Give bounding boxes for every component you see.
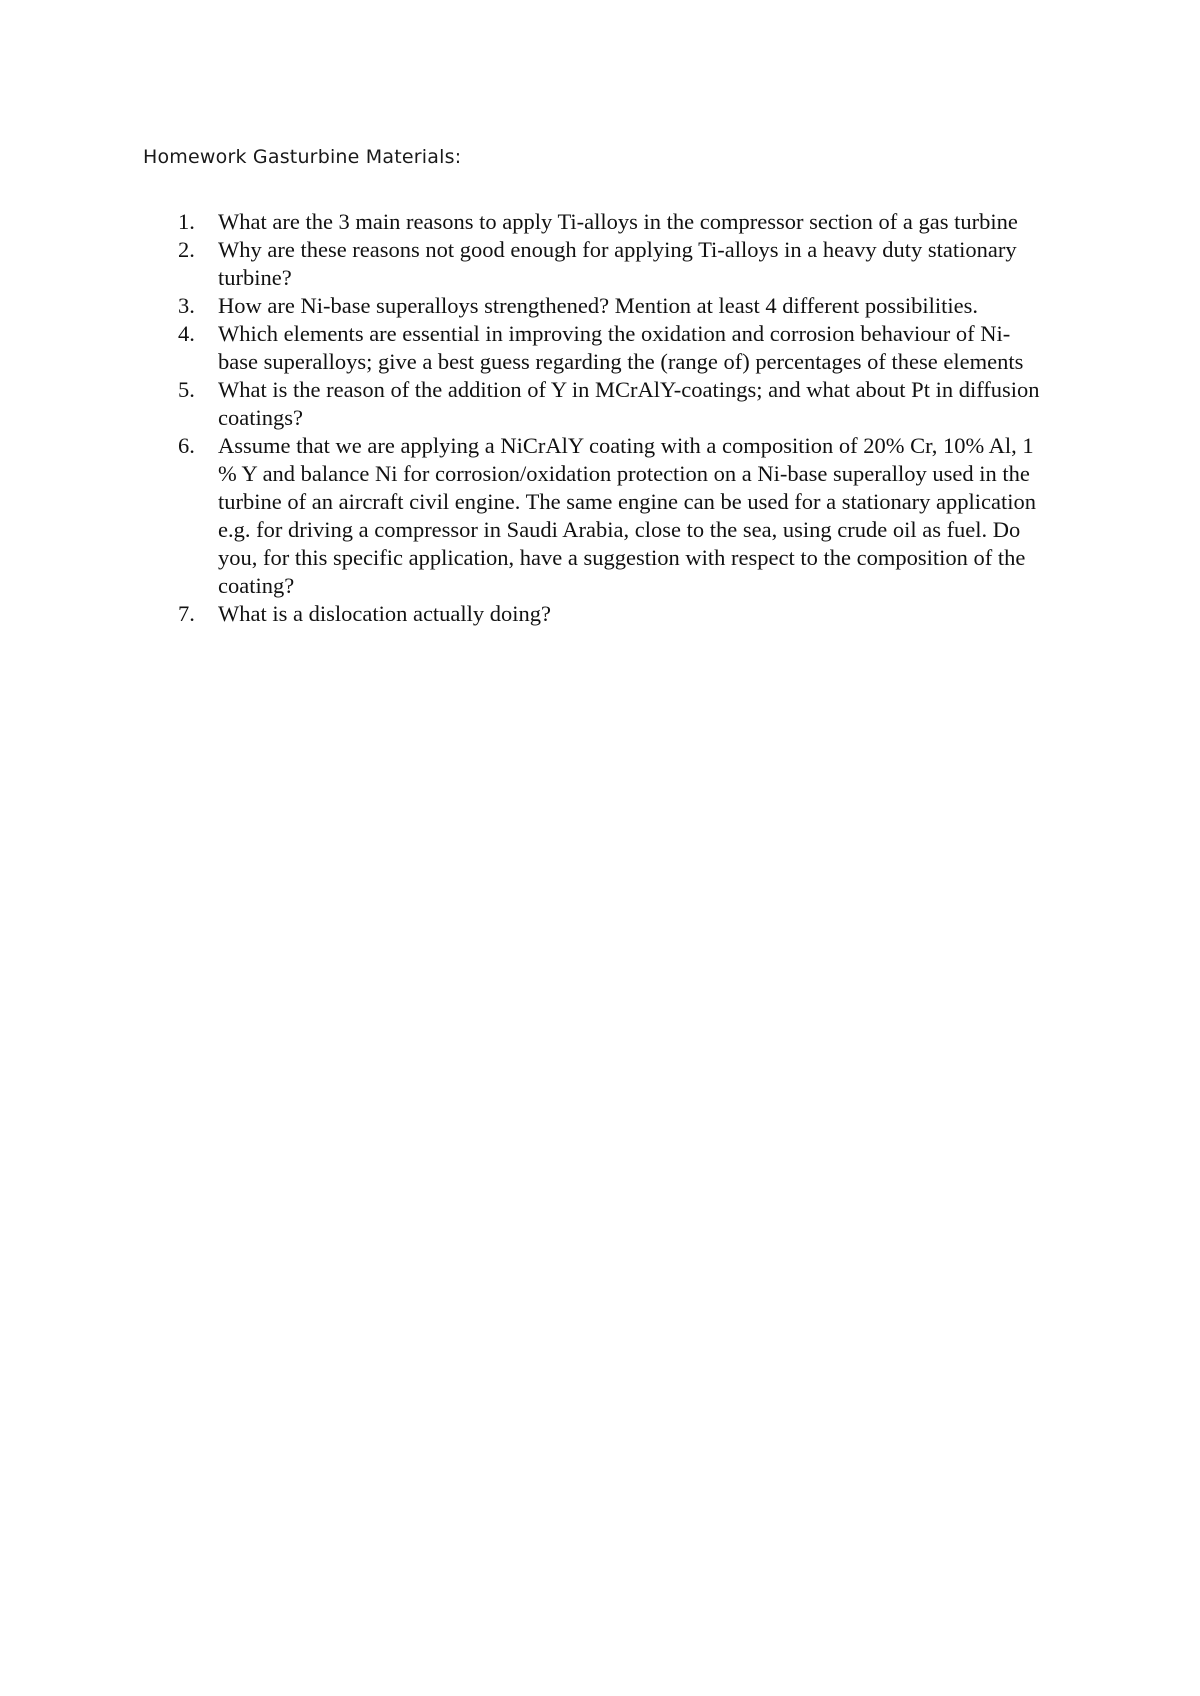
question-text: Assume that we are applying a NiCrAlY coating with a composition of 20% Cr, 10% Al, 1 % Y and balance Ni for corrosion/oxidation protection on a Ni-base superalloy used in the turbine of an aircraft civil engine. The same engine can be used for a stationary application e.g. for driving a compressor in Saudi Arabia, close to the sea, using crude oil as fuel. Do you, for this specific application, have a suggestion with respect to the composition of the coating?: [218, 433, 1037, 598]
question-item-4: [150, 320, 1050, 376]
question-item-2: [150, 236, 1050, 292]
question-text: Which elements are essential in improving the oxidation and corrosion behaviour of Ni-base superalloys; give a best guess regarding the (range of) percentages of these elements: [218, 321, 1024, 374]
question-number: 3.: [178, 293, 195, 318]
question-number: 4.: [178, 321, 195, 346]
question-item-6: [150, 432, 1050, 600]
document-title: Homework Gasturbine Materials:: [143, 146, 462, 168]
question-text: What is the reason of the addition of Y in MCrAlY-coatings; and what about Pt in diffusion coatings?: [218, 377, 1040, 430]
question-number: 6.: [178, 433, 195, 458]
question-text: Why are these reasons not good enough for applying Ti-alloys in a heavy duty stationary turbine?: [218, 237, 1017, 290]
question-item-7: [150, 600, 1050, 628]
question-item-1: [150, 208, 1050, 236]
question-number: 1.: [178, 209, 195, 234]
question-text: What is a dislocation actually doing?: [218, 601, 552, 626]
question-number: 2.: [178, 237, 195, 262]
question-item-5: [150, 376, 1050, 432]
question-number: 7.: [178, 601, 195, 626]
question-text: What are the 3 main reasons to apply Ti-alloys in the compressor section of a gas turbine: [218, 209, 1018, 234]
question-number: 5.: [178, 377, 195, 402]
question-item-3: [150, 292, 1050, 320]
question-text: How are Ni-base superalloys strengthened? Mention at least 4 different possibilities.: [218, 293, 979, 318]
question-list: [150, 208, 1050, 628]
